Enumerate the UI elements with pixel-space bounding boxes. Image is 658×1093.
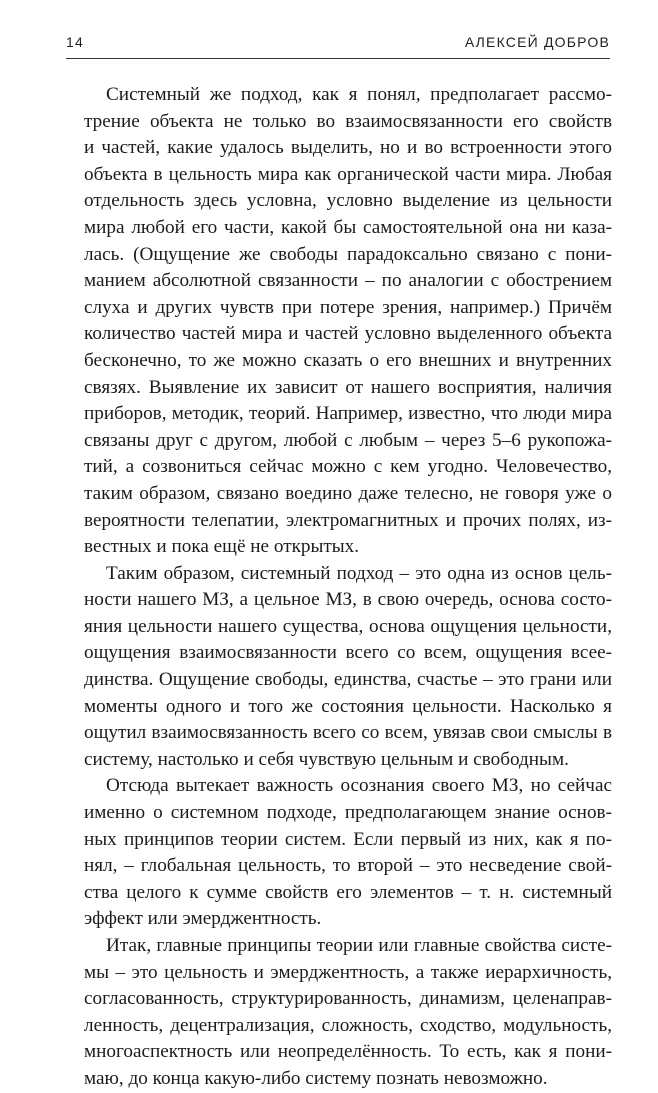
text-line: согласованность, структурированность, динамизм, целенапрaв- <box>84 988 612 1010</box>
text-line: ощутил взаимосвязанность всего со всем, увязав свои смыслы в <box>84 722 612 744</box>
text-line: связях. Выявление их зависит от нашего восприятия, наличия <box>84 376 612 398</box>
page-number: 14 <box>66 34 84 50</box>
text-line: ленность, децентрализация, сложность, сходство, модульность, <box>84 1014 612 1036</box>
running-title: АЛЕКСЕЙ ДОБРОВ <box>464 34 610 50</box>
text-line: количество частей мира и частей условно выделенного объекта <box>84 323 612 345</box>
text-line: бесконечно, то же можно сказать о его внешних и внутренних <box>84 349 612 371</box>
text-line: и частей, какие удалось выделить, но и во встроенности этого <box>84 137 612 159</box>
text-line: ощущения взаимосвязанности всего со всем, ощущения всее- <box>84 642 612 664</box>
text-line: моменты одного и того же состояния цельности. Насколько я <box>84 695 612 717</box>
header-rule <box>66 58 610 59</box>
text-line: слуха и других чувств при потере зрения, например.) Причём <box>84 296 612 318</box>
body-text <box>84 82 612 1093</box>
text-line: вестных и пока ещё не открытых. <box>84 536 360 558</box>
text-line: Таким образом, системный подход – это одна из основ цель- <box>106 562 612 584</box>
paragraph <box>84 82 612 561</box>
text-line: трение объекта не только во взаимосвязанности его свойств <box>84 110 612 132</box>
text-line: яния цельности нашего существа, основа ощущения цельности, <box>84 615 612 637</box>
paragraph <box>84 561 612 774</box>
text-line: мы – это цельность и эмерджентность, а также иерархичность, <box>84 961 612 983</box>
text-line: именно о системном подходе, предполагающем знание основ- <box>84 802 612 824</box>
text-line: связаны друг с другом, любой с любым – через 5–6 рукопожа- <box>84 429 612 451</box>
text-line: многоаспектность или неопределённость. То есть, как я пони- <box>84 1041 612 1063</box>
text-line: Отсюда вытекает важность осознания своего МЗ, но сейчас <box>106 775 612 797</box>
text-line: отдельность здесь условна, условно выделение из цельности <box>84 190 612 212</box>
text-line: мира любой его части, какой бы самостоятельной она ни каза- <box>84 216 612 238</box>
text-line: Системный же подход, как я понял, предполагает рассмо- <box>106 84 612 105</box>
text-line: тий, а созвониться сейчас можно с кем угодно. Человечество, <box>84 456 612 478</box>
text-line: таким образом, связано воедино даже телесно, не говоря уже о <box>84 482 612 504</box>
text-line: систему, настолько и себя чувствую цельным и свободным. <box>84 748 569 770</box>
text-line: эффект или эмерджентность. <box>84 908 322 930</box>
text-line: Итак, главные принципы теории или главные свойства систе- <box>106 935 612 956</box>
text-line: приборов, методик, теорий. Например, известно, что люди мира <box>84 403 612 425</box>
text-line: ных принципов теории систем. Если первый из них, как я по- <box>84 828 612 850</box>
page-header <box>66 34 610 54</box>
paragraph <box>84 773 612 933</box>
text-line: объекта в цельность мира как органической части мира. Любая <box>84 163 612 185</box>
text-line: динства. Ощущение свободы, единства, счастье – это грани или <box>84 669 612 691</box>
text-line: манием абсолютной связанности – по аналогии с обострением <box>84 270 612 292</box>
paragraph <box>84 933 612 1093</box>
text-line: ности нашего МЗ, а цельное МЗ, в свою очередь, основа состо- <box>84 589 612 611</box>
text-line: вероятности телепатии, электромагнитных и прочих полях, из- <box>84 509 612 531</box>
text-line: ства целого к сумме свойств его элементов – т. н. системный <box>84 881 612 903</box>
text-line: маю, до конца какую-либо систему познать невозможно. <box>84 1067 548 1089</box>
text-line: нял, – глобальная цельность, то второй – это несведение свой- <box>84 855 612 877</box>
text-line: лась. (Ощущение же свободы парадоксально связано с пони- <box>84 243 612 265</box>
